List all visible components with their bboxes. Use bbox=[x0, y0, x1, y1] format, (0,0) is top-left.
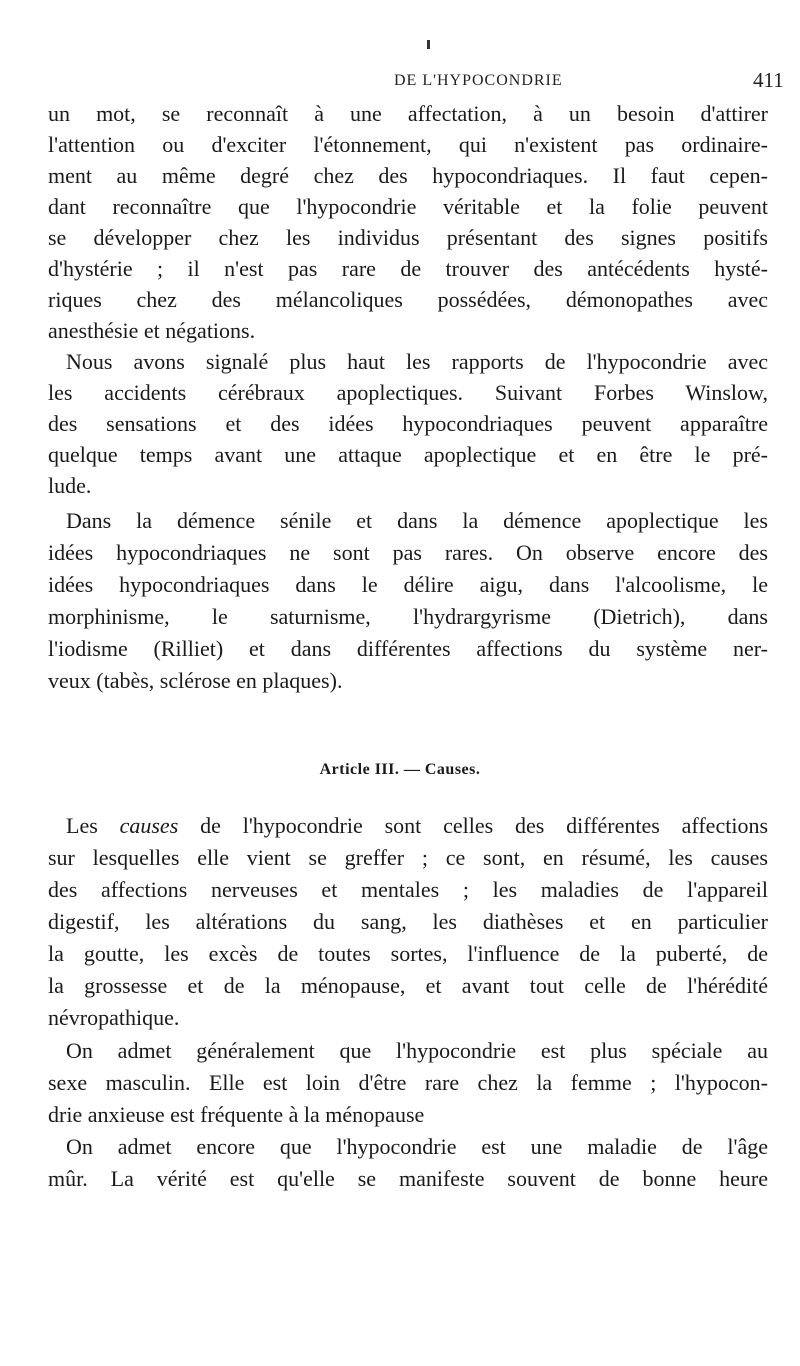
text-line: des sensations et des idées hypocondriaques peuvent apparaître bbox=[48, 411, 768, 436]
text-line: sexe masculin. Elle est loin d'être rare chez la femme ; l'hypocon- bbox=[48, 1070, 768, 1095]
text-line: On admet encore que l'hypocondrie est une maladie de l'âge bbox=[66, 1134, 768, 1159]
text-line: idées hypocondriaques ne sont pas rares. On observe encore des bbox=[48, 540, 768, 565]
text-line: la grossesse et de la ménopause, et avant tout celle de l'hérédité bbox=[48, 973, 768, 998]
printer-mark bbox=[427, 40, 430, 49]
text-line: la goutte, les excès de toutes sortes, l'influence de la puberté, de bbox=[48, 941, 768, 966]
text-line: d'hystérie ; il n'est pas rare de trouver des antécédents hysté- bbox=[48, 256, 768, 281]
text-line: un mot, se reconnaît à une affectation, à un besoin d'attirer bbox=[48, 101, 768, 126]
text-line: quelque temps avant une attaque apoplectique et en être le pré- bbox=[48, 442, 768, 467]
text-line: névropathique. bbox=[48, 1005, 180, 1030]
text-line: morphinisme, le saturnisme, l'hydrargyrisme (Dietrich), dans bbox=[48, 604, 768, 629]
running-head: DE L'HYPOCONDRIE bbox=[394, 72, 563, 89]
text-line: drie anxieuse est fréquente à la ménopause bbox=[48, 1102, 425, 1127]
text-line: digestif, les altérations du sang, les diathèses et en particulier bbox=[48, 909, 768, 934]
text-line: Dans la démence sénile et dans la démence apoplectique les bbox=[66, 508, 768, 533]
text-line: idées hypocondriaques dans le délire aigu, dans l'alcoolisme, le bbox=[48, 572, 768, 597]
text-line: On admet généralement que l'hypocondrie est plus spéciale au bbox=[66, 1038, 768, 1063]
text-line: ment au même degré chez des hypocondriaques. Il faut cepen- bbox=[48, 163, 768, 188]
text-run: Les bbox=[66, 813, 120, 838]
text-run: de l'hypocondrie sont celles des différentes affections bbox=[178, 813, 769, 838]
text-line: les accidents cérébraux apoplectiques. Suivant Forbes Winslow, bbox=[48, 380, 768, 405]
text-line: des affections nerveuses et mentales ; les maladies de l'appareil bbox=[48, 877, 768, 902]
section-heading: Article III. — Causes. bbox=[319, 761, 481, 778]
text-line: se développer chez les individus présentant des signes positifs bbox=[48, 225, 768, 250]
text-line bbox=[66, 815, 768, 837]
italic-term: causes bbox=[119, 813, 179, 838]
text-line: l'attention ou d'exciter l'étonnement, qui n'existent pas ordinaire- bbox=[48, 132, 768, 157]
page-number: 411 bbox=[753, 68, 784, 92]
text-line: dant reconnaître que l'hypocondrie véritable et la folie peuvent bbox=[48, 194, 768, 219]
text-line: mûr. La vérité est qu'elle se manifeste souvent de bonne heure bbox=[48, 1166, 768, 1191]
text-line: veux (tabès, sclérose en plaques). bbox=[48, 668, 343, 693]
text-line: lude. bbox=[48, 473, 92, 498]
text-line: riques chez des mélancoliques possédées, démonopathes avec bbox=[48, 287, 768, 312]
text-line: l'iodisme (Rilliet) et dans différentes affections du système ner- bbox=[48, 636, 768, 661]
text-line: anesthésie et négations. bbox=[48, 318, 256, 343]
text-line: sur lesquelles elle vient se greffer ; ce sont, en résumé, les causes bbox=[48, 845, 768, 870]
text-line: Nous avons signalé plus haut les rapports de l'hypocondrie avec bbox=[66, 349, 768, 374]
